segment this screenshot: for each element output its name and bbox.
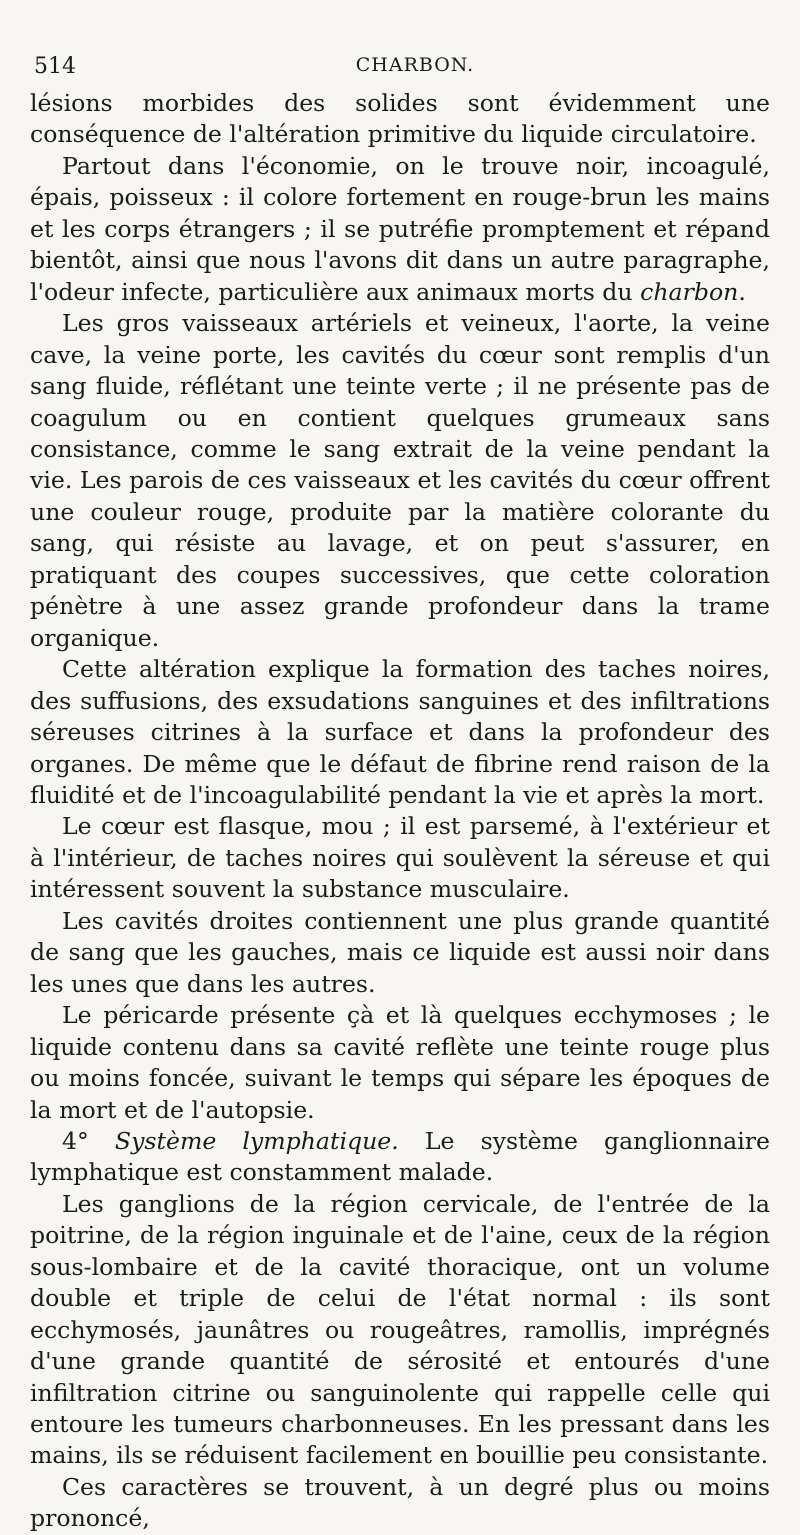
paragraph: Les cavités droites contiennent une plus grande quantité de sang que les gauches, mais ce liquide est aussi noir dans les unes que dans les autres. <box>30 906 770 998</box>
paragraph-text: Le système ganglionnaire lymphatique est constamment malade. <box>30 1126 771 1187</box>
paragraph: Le cœur est flasque, mou ; il est parsemé, à l'extérieur et à l'intérieur, de taches noires qui soulèvent la séreuse et qui intéressent souvent la substance musculaire. <box>30 812 770 904</box>
page-number: 514 <box>34 54 76 79</box>
paragraph: lésions morbides des solides sont évidemment une conséquence de l'altération primitive du liquide circulatoire. <box>30 89 770 149</box>
paragraph-text: . <box>738 277 746 306</box>
section-title: Système lymphatique. <box>114 1126 399 1155</box>
paragraph: Les gros vaisseaux artériels et veineux, l'aorte, la veine cave, la veine porte, les cavités du cœur sont remplis d'un sang fluide, réflétant une teinte verte ; il ne présente pas de coagulum ou en contient quelques grumeaux sans consistance, comme le sang extrait de la veine pendant la vie. Les parois de ces vaisseaux et les cavités du cœur offrent une couleur rouge, produite par la matière colorante du sang, qui résiste au lavage, et on peut s'assurer, en pratiquant des coupes successives, que cette coloration pénètre à une assez grande profondeur dans la trame organique. <box>30 309 770 652</box>
paragraph-text: Partout dans l'économie, on le trouve noir, incoagulé, épais, poisseux : il colore fortement en rouge-brun les mains et les corps étrangers ; il se putréfie promptement et répand bientôt, ainsi que nous l'avons dit dans un autre paragraphe, l'odeur infecte, particulière aux animaux morts du <box>30 151 770 306</box>
section-number: 4° <box>62 1126 115 1155</box>
book-page <box>30 48 770 1535</box>
running-title: CHARBON. <box>355 54 475 76</box>
paragraph: Cette altération explique la formation des taches noires, des suffusions, des exsudations sanguines et des infiltrations séreuses citrines à la surface et dans la profondeur des organes. De même que le défaut de fibrine rend raison de la fluidité et de l'incoagulabilité pendant la vie et après la mort. <box>30 655 770 809</box>
body-text <box>30 88 770 1535</box>
paragraph: Le péricarde présente çà et là quelques ecchymoses ; le liquide contenu dans sa cavité reflète une teinte rouge plus ou moins foncée, suivant le temps qui sépare les époques de la mort et de l'autopsie. <box>30 1001 770 1124</box>
paragraph: Les ganglions de la région cervicale, de l'entrée de la poitrine, de la région inguinale et de l'aine, ceux de la région sous-lombaire et de la cavité thoracique, ont un volume double et triple de celui de l'état normal : ils sont ecchymosés, jaunâtres ou rougeâtres, ramollis, imprégnés d'une grande quantité de sérosité et entourés d'une infiltration citrine ou sanguinolente qui rappelle celle qui entoure les tumeurs charbonneuses. En les pressant dans les mains, ils se réduisent facilement en bouillie peu consistante. <box>30 1189 770 1470</box>
page-header <box>30 48 770 88</box>
section-heading-paragraph <box>30 1126 770 1189</box>
italic-term: charbon <box>640 277 739 306</box>
paragraph <box>30 151 770 308</box>
paragraph: Ces caractères se trouvent, à un degré plus ou moins prononcé, <box>30 1472 770 1533</box>
